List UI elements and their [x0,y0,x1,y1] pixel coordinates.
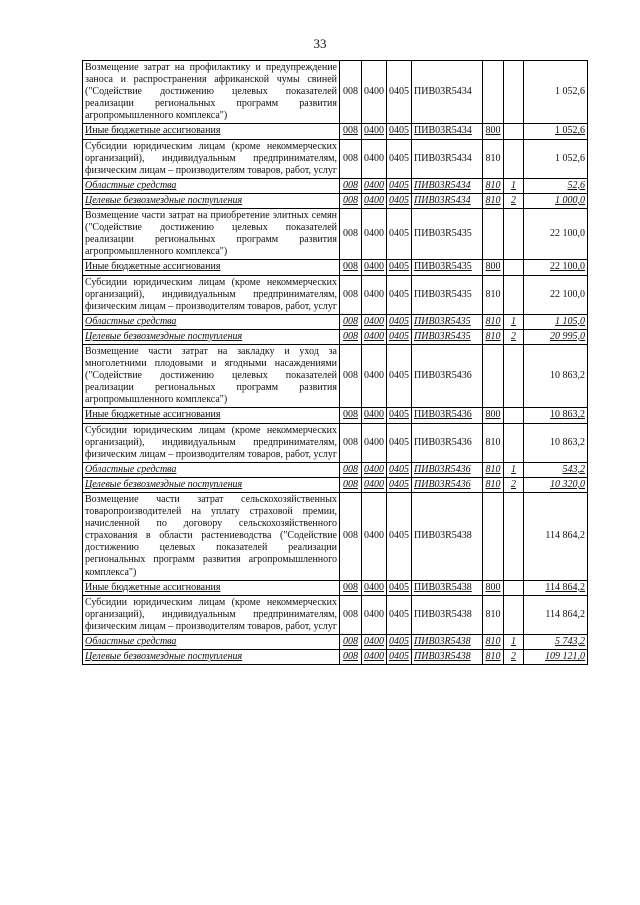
cell-expense-type-code: 810 [483,635,504,650]
cell-description [83,193,340,208]
cell-funding-source: 1 [504,314,524,329]
table-row [83,408,588,423]
cell-ministry-code: 008 [340,595,362,634]
cell-expense-type-code: 800 [483,260,504,275]
cell-description [83,329,340,344]
cell-description [83,650,340,665]
cell-target-item-code: ПИВ03R5434 [412,124,483,139]
description-text: Областные средства [85,463,177,475]
cell-amount: 22 100,0 [524,275,588,314]
cell-target-item-code: ПИВ03R5434 [412,61,483,124]
cell-description: Субсидии юридическим лицам (кроме некоммерческих организаций), индивидуальным предпринимателям, физическим лицам – производителям товаров, работ, услуг [83,595,340,634]
cell-target-item-code: ПИВ03R5436 [412,462,483,477]
cell-funding-source [504,344,524,407]
cell-subsection-code: 0405 [387,595,412,634]
cell-funding-source: 2 [504,193,524,208]
budget-table-body [83,61,588,665]
cell-ministry-code: 008 [340,344,362,407]
cell-subsection-code: 0405 [387,178,412,193]
cell-ministry-code: 008 [340,178,362,193]
cell-funding-source [504,275,524,314]
description-text: Целевые безвозмездные поступления [85,330,243,342]
cell-funding-source: 1 [504,462,524,477]
table-row [83,344,588,407]
cell-subsection-code: 0405 [387,61,412,124]
cell-expense-type-code: 810 [483,314,504,329]
table-row [83,61,588,124]
cell-target-item-code: ПИВ03R5436 [412,477,483,492]
description-text: Иные бюджетные ассигнования [85,581,221,593]
cell-ministry-code: 008 [340,423,362,462]
cell-target-item-code: ПИВ03R5434 [412,139,483,178]
cell-subsection-code: 0405 [387,275,412,314]
description-text: Целевые безвозмездные поступления [85,194,243,206]
cell-subsection-code: 0405 [387,477,412,492]
cell-description: Субсидии юридическим лицам (кроме некоммерческих организаций), индивидуальным предпринимателям, физическим лицам – производителям товаров, работ, услуг [83,275,340,314]
cell-section-code: 0400 [362,635,387,650]
cell-ministry-code: 008 [340,124,362,139]
cell-description [83,314,340,329]
cell-amount: 22 100,0 [524,260,588,275]
cell-amount: 1 052,6 [524,124,588,139]
cell-description [83,124,340,139]
table-row [83,139,588,178]
cell-section-code: 0400 [362,209,387,260]
description-text: Иные бюджетные ассигнования [85,261,221,273]
cell-amount: 10 863,2 [524,408,588,423]
cell-amount: 109 121,0 [524,650,588,665]
cell-subsection-code: 0405 [387,124,412,139]
table-row [83,462,588,477]
table-row [83,493,588,581]
cell-amount: 114 864,2 [524,580,588,595]
cell-description: Возмещение части затрат на закладку и уход за многолетними плодовыми и ягодными насаждениями ("Содействие достижению целевых показателей реализации региональных программ развития агропромышленного комплекса") [83,344,340,407]
cell-expense-type-code: 810 [483,275,504,314]
cell-description: Возмещение части затрат на приобретение элитных семян ("Содействие достижению целевых показателей реализации региональных программ развития агропромышленного комплекса") [83,209,340,260]
table-row [83,209,588,260]
cell-funding-source: 2 [504,329,524,344]
cell-ministry-code: 008 [340,493,362,581]
cell-section-code: 0400 [362,178,387,193]
cell-funding-source [504,595,524,634]
table-row [83,423,588,462]
cell-section-code: 0400 [362,193,387,208]
cell-expense-type-code: 810 [483,193,504,208]
description-text: Областные средства [85,315,177,327]
cell-target-item-code: ПИВ03R5434 [412,193,483,208]
cell-target-item-code: ПИВ03R5438 [412,650,483,665]
cell-subsection-code: 0405 [387,580,412,595]
cell-ministry-code: 008 [340,635,362,650]
cell-expense-type-code: 810 [483,462,504,477]
cell-target-item-code: ПИВ03R5436 [412,408,483,423]
cell-funding-source: 1 [504,635,524,650]
cell-description: Субсидии юридическим лицам (кроме некоммерческих организаций), индивидуальным предпринимателям, физическим лицам – производителям товаров, работ, услуг [83,139,340,178]
cell-ministry-code: 008 [340,139,362,178]
cell-expense-type-code: 810 [483,595,504,634]
cell-section-code: 0400 [362,124,387,139]
cell-description [83,635,340,650]
table-row [83,178,588,193]
cell-section-code: 0400 [362,260,387,275]
cell-target-item-code: ПИВ03R5435 [412,209,483,260]
cell-ministry-code: 008 [340,314,362,329]
cell-target-item-code: ПИВ03R5438 [412,493,483,581]
cell-ministry-code: 008 [340,329,362,344]
cell-expense-type-code: 810 [483,139,504,178]
page-number: 33 [313,36,327,51]
cell-amount: 52,6 [524,178,588,193]
cell-section-code: 0400 [362,477,387,492]
description-text: Целевые безвозмездные поступления [85,651,243,663]
cell-subsection-code: 0405 [387,423,412,462]
cell-target-item-code: ПИВ03R5438 [412,595,483,634]
description-text: Иные бюджетные ассигнования [85,125,221,137]
cell-expense-type-code: 810 [483,178,504,193]
cell-description [83,408,340,423]
cell-amount: 114 864,2 [524,595,588,634]
cell-amount: 1 105,0 [524,314,588,329]
cell-subsection-code: 0405 [387,314,412,329]
cell-expense-type-code [483,61,504,124]
table-row [83,193,588,208]
cell-amount: 10 863,2 [524,344,588,407]
cell-expense-type-code [483,493,504,581]
cell-expense-type-code: 810 [483,423,504,462]
cell-funding-source [504,61,524,124]
cell-funding-source [504,423,524,462]
cell-section-code: 0400 [362,61,387,124]
cell-ministry-code: 008 [340,580,362,595]
cell-ministry-code: 008 [340,408,362,423]
table-row [83,314,588,329]
cell-section-code: 0400 [362,408,387,423]
table-row [83,124,588,139]
cell-subsection-code: 0405 [387,209,412,260]
cell-description [83,580,340,595]
cell-funding-source [504,580,524,595]
table-row [83,650,588,665]
table-row [83,275,588,314]
cell-funding-source [504,260,524,275]
cell-subsection-code: 0405 [387,493,412,581]
cell-section-code: 0400 [362,493,387,581]
cell-amount: 5 743,2 [524,635,588,650]
description-text: Областные средства [85,179,177,191]
cell-subsection-code: 0405 [387,462,412,477]
cell-funding-source [504,209,524,260]
cell-target-item-code: ПИВ03R5436 [412,344,483,407]
cell-target-item-code: ПИВ03R5435 [412,275,483,314]
cell-description [83,260,340,275]
cell-section-code: 0400 [362,139,387,178]
cell-expense-type-code: 810 [483,329,504,344]
cell-section-code: 0400 [362,462,387,477]
cell-section-code: 0400 [362,650,387,665]
cell-funding-source: 2 [504,650,524,665]
cell-section-code: 0400 [362,580,387,595]
cell-target-item-code: ПИВ03R5434 [412,178,483,193]
description-text: Целевые безвозмездные поступления [85,478,243,490]
cell-funding-source [504,124,524,139]
cell-amount: 1 052,6 [524,61,588,124]
cell-ministry-code: 008 [340,275,362,314]
cell-section-code: 0400 [362,329,387,344]
cell-funding-source [504,408,524,423]
cell-description [83,477,340,492]
cell-ministry-code: 008 [340,462,362,477]
cell-amount: 22 100,0 [524,209,588,260]
description-text: Иные бюджетные ассигнования [85,409,221,421]
cell-ministry-code: 008 [340,209,362,260]
cell-target-item-code: ПИВ03R5435 [412,260,483,275]
cell-target-item-code: ПИВ03R5435 [412,329,483,344]
cell-description [83,178,340,193]
cell-subsection-code: 0405 [387,139,412,178]
cell-funding-source: 1 [504,178,524,193]
cell-section-code: 0400 [362,314,387,329]
cell-description: Возмещение затрат на профилактику и предупреждение заноса и распространения африканской чумы свиней ("Содействие достижению целевых показателей реализации региональных программ развития агропромышленного комплекса") [83,61,340,124]
cell-amount: 1 052,6 [524,139,588,178]
cell-target-item-code: ПИВ03R5436 [412,423,483,462]
cell-amount: 114 864,2 [524,493,588,581]
cell-funding-source [504,139,524,178]
cell-ministry-code: 008 [340,61,362,124]
budget-table [82,60,588,665]
cell-amount: 20 995,0 [524,329,588,344]
cell-target-item-code: ПИВ03R5438 [412,635,483,650]
cell-ministry-code: 008 [340,193,362,208]
cell-description: Субсидии юридическим лицам (кроме некоммерческих организаций), индивидуальным предпринимателям, физическим лицам – производителям товаров, работ, услуг [83,423,340,462]
cell-subsection-code: 0405 [387,193,412,208]
cell-section-code: 0400 [362,595,387,634]
cell-amount: 10 863,2 [524,423,588,462]
cell-amount: 10 320,0 [524,477,588,492]
cell-expense-type-code: 800 [483,580,504,595]
cell-funding-source [504,493,524,581]
cell-expense-type-code: 800 [483,408,504,423]
cell-subsection-code: 0405 [387,635,412,650]
cell-expense-type-code: 800 [483,124,504,139]
cell-description: Возмещение части затрат сельскохозяйственных товаропроизводителей на уплату страховой премии, начисленной по договору сельскохозяйственного страхования в области растениеводства ("Содействие достижению целевых показателей реализации региональных программ развития агропромышленного комплекса") [83,493,340,581]
cell-subsection-code: 0405 [387,650,412,665]
cell-target-item-code: ПИВ03R5435 [412,314,483,329]
cell-funding-source: 2 [504,477,524,492]
cell-expense-type-code: 810 [483,477,504,492]
description-text: Областные средства [85,636,177,648]
cell-ministry-code: 008 [340,477,362,492]
cell-subsection-code: 0405 [387,344,412,407]
cell-amount: 543,2 [524,462,588,477]
cell-amount: 1 000,0 [524,193,588,208]
table-row [83,477,588,492]
cell-target-item-code: ПИВ03R5438 [412,580,483,595]
cell-subsection-code: 0405 [387,260,412,275]
table-row [83,580,588,595]
table-row [83,635,588,650]
cell-ministry-code: 008 [340,650,362,665]
cell-expense-type-code [483,344,504,407]
cell-subsection-code: 0405 [387,408,412,423]
table-row [83,329,588,344]
table-row [83,595,588,634]
cell-section-code: 0400 [362,275,387,314]
cell-subsection-code: 0405 [387,329,412,344]
cell-expense-type-code: 810 [483,650,504,665]
cell-description [83,462,340,477]
cell-section-code: 0400 [362,344,387,407]
cell-section-code: 0400 [362,423,387,462]
cell-expense-type-code [483,209,504,260]
cell-ministry-code: 008 [340,260,362,275]
table-row [83,260,588,275]
